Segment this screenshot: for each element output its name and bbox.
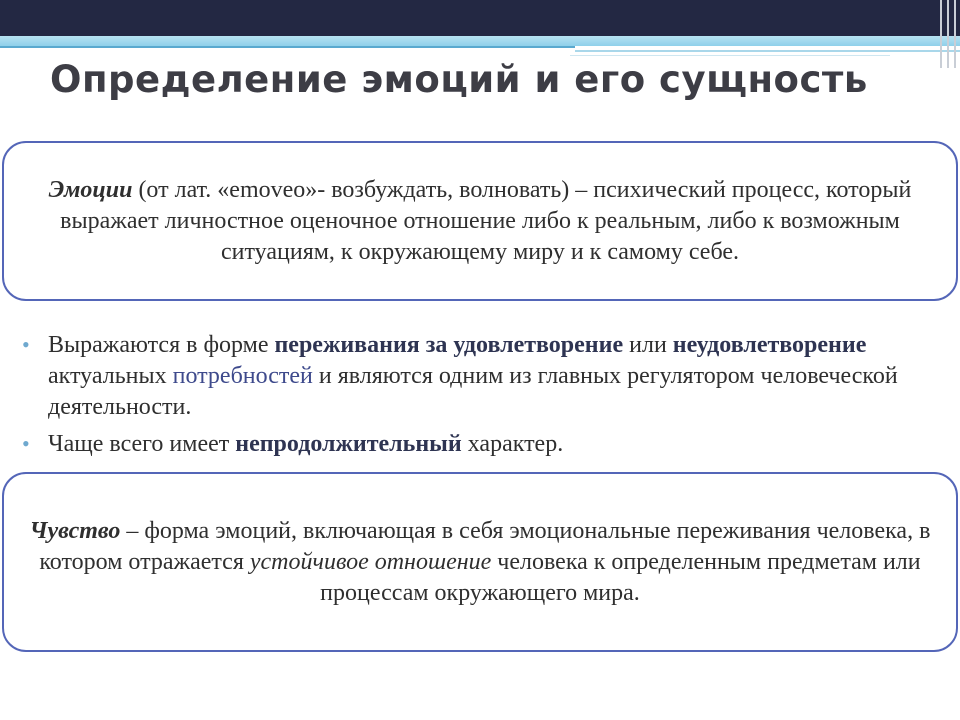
definition-text [26, 516, 934, 609]
definition-text [26, 175, 934, 268]
slide-title: Определение эмоций и его сущность [50, 58, 868, 101]
definition-box-feeling [2, 472, 958, 652]
term-feeling: Чувство [29, 517, 121, 544]
bullet-marker: • [22, 332, 30, 357]
definition-body: человека к определенным предметам или процессам окружающего мира. [320, 548, 921, 606]
definition-body: – форма эмоций, включающая в себя эмоциональные переживания человека, в котором отражается [39, 517, 931, 575]
definition-box-emotions [2, 141, 958, 301]
header-line [0, 46, 575, 48]
definition-body: (от лат. «emoveo»- возбуждать, волновать) – психический процесс, который выражает личностное оценочное отношение либо к реальным, либо к возможным ситуациям, к окружающему миру и к самому себе. [60, 176, 912, 265]
header-bar [0, 0, 960, 36]
bullet-list [22, 330, 922, 466]
emphasis-text: непродолжительный [235, 431, 462, 457]
bullet-item: • Выражаются в форме переживания за удовлетворение или неудовлетворение актуальных потребностей и являются одним из главных регулятором человеческой деятельности. [22, 330, 922, 423]
header-line [575, 50, 960, 52]
emphasis-text: переживания за удовлетворение [274, 332, 624, 358]
bullet-marker: • [22, 431, 30, 456]
bullet-item: • Чаще всего имеет непродолжительный характер. [22, 429, 922, 460]
highlight-text: потребностей [172, 363, 313, 389]
header-line [570, 55, 890, 56]
header-stripe [0, 36, 960, 46]
emphasis-text: неудовлетворение [672, 332, 867, 358]
italic-phrase: устойчивое отношение [249, 548, 492, 575]
term-emotions: Эмоции [48, 176, 133, 203]
